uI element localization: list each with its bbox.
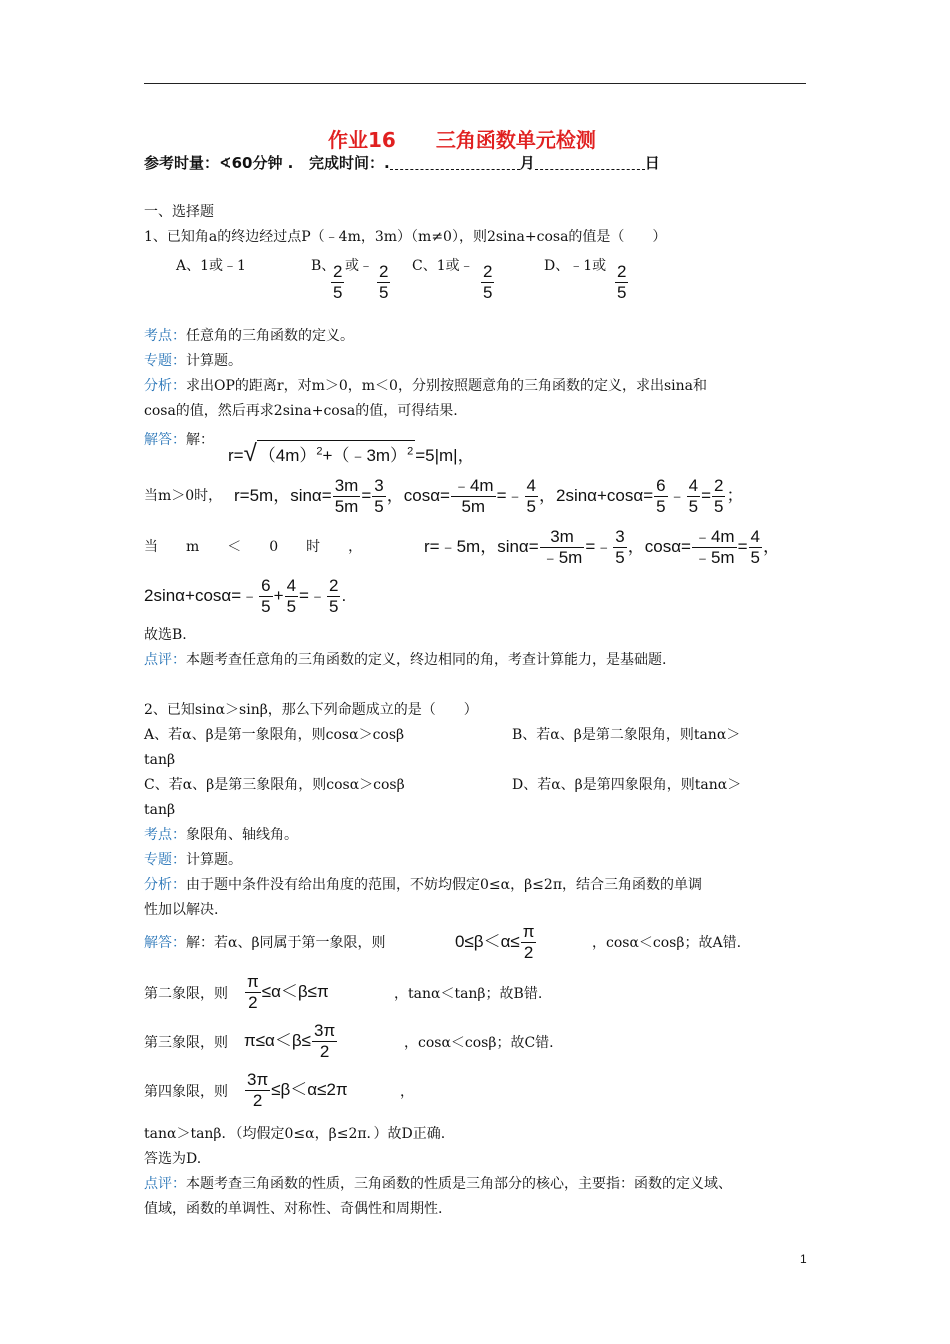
q1-case2-formula: r=﹣5m，sinα= $\frac{3m}{﹣5m}$ =﹣ $\frac{3}{5}$ ，cosα= $\frac{﹣4m}{﹣5m}$ = $\frac{4}{5}$ ， [424,527,780,567]
q1-zhuanti: 专题：计算题。 [144,353,242,369]
q2-option-b: B、若α、β是第二象限角，则tanα＞ [512,727,741,743]
page-title: 作业16 三角函数单元检测 [328,128,596,152]
page-number: 1 [800,1252,807,1266]
q1-option-a: A、1或﹣1 [176,258,246,274]
q2-option-d-cont: tanβ [144,802,176,818]
q1-case2-result: 2sinα+cosα=﹣ $\frac{6}{5}$ + $\frac{4}{5}$ =﹣ $\frac{2}{5}$ . [144,576,347,616]
q1-case1-formula: r=5m，sinα= $\frac{3m}{5m}$ = $\frac{3}{5}$ ，cosα= $\frac{﹣4m}{5m}$ =﹣ $\frac{4}{5}$ ，2sinα+cosα= $\frac{6}{5}$ ﹣ $\frac{4}{5}$ = $\frac{2}{5}$ ； [234,476,744,516]
q2-stem: 2、已知sinα＞sinβ，那么下列命题成立的是（ ） [144,702,478,718]
q2-j4-formula: $\frac{3\pi}{2}$ ≤β＜α≤2π [247,1070,348,1110]
q2-jieda-formula1: 0≤β＜α≤ $\frac{\pi}{2}$ [455,922,535,962]
header-rule [144,83,806,84]
q1-option-c-frac: $\frac{2}{5}$ [483,262,493,302]
q2-j3-head: 第三象限，则 [144,1035,228,1051]
q1-option-d-frac: $\frac{2}{5}$ [617,262,627,302]
blank-day [535,155,645,170]
q2-j2-formula: $\frac{\pi}{2}$ ≤α＜β≤π [247,972,329,1012]
q1-option-c: C、1或﹣ [412,258,474,274]
q2-j2-tail: ，tanα＜tanβ；故B错. [394,986,543,1002]
q1-jieda: 解答：解： [144,432,214,448]
q2-jieda: 解答：解：若α、β同属于第一象限，则 [144,935,386,951]
q1-dianping: 点评：本题考查任意角的三角函数的定义，终边相同的角，考查计算能力，是基础题. [144,652,667,668]
q2-j2-head: 第二象限，则 [144,986,228,1002]
q2-kaodian: 考点：象限角、轴线角。 [144,827,298,843]
q2-j3-formula: π≤α＜β≤ $\frac{3\pi}{2}$ [244,1021,336,1061]
q1-case1: 当m＞0时， [144,488,223,504]
q2-option-b-cont: tanβ [144,752,176,768]
q2-jieda-tail1: ，cosα＜cosβ；故A错. [592,935,742,951]
q1-conclusion: 故选B. [144,627,187,643]
q1-formula-r: r=√ $(4m)^2+(﹣3m)^2 =5|m|$， [228,440,475,467]
q2-option-a: A、若α、β是第一象限角，则cosα＞cosβ [144,727,405,743]
q1-option-b-frac2: $\frac{2}{5}$ [379,262,389,302]
q2-answer: 答选为D. [144,1151,202,1167]
q2-dianping: 点评：本题考查三角函数的性质，三角函数的性质是三角部分的核心，主要指：函数的定义域、 [144,1176,732,1192]
q2-dianping-cont: 值域，函数的单调性、对称性、奇偶性和周期性. [144,1201,443,1217]
q2-zhuanti: 专题：计算题。 [144,852,242,868]
q1-option-b-frac1: $\frac{2}{5}$ [333,262,343,302]
q1-option-b-mid: 或﹣ [345,258,373,274]
q2-fenxi: 分析：由于题中条件没有给出角度的范围，不妨均假定0≤α，β≤2π，结合三角函数的单调 [144,877,703,893]
q2-fenxi-cont: 性加以解决. [144,902,219,918]
q1-stem: 1、已知角a的终边经过点P（﹣4m，3m）（m≠0），则2sina+cosa的值是（ ） [144,229,667,245]
q2-option-d: D、若α、β是第四象限角，则tanα＞ [512,777,742,793]
q1-option-d: D、﹣1或 [544,258,607,274]
q2-j5: tanα＞tanβ．（均假定0≤α，β≤2π．）故D正确. [144,1126,446,1142]
q2-option-c: C、若α、β是第三象限角，则cosα＞cosβ [144,777,405,793]
q2-j4-tail: ， [400,1084,414,1100]
q1-option-b: B、 [311,258,336,274]
q1-fenxi-cont: cosa的值，然后再求2sina+cosa的值，可得结果. [144,403,458,419]
blank-month [390,155,520,170]
q1-fenxi: 分析：求出OP的距离r，对m＞0，m＜0，分别按照题意角的三角函数的定义，求出sina和 [144,378,707,394]
section-heading: 一、选择题 [144,204,214,220]
time-info: 参考时量：∢60分钟 . 完成时间：. 月 日 [144,154,660,172]
q1-kaodian: 考点：任意角的三角函数的定义。 [144,328,354,344]
q2-j3-tail: ，cosα＜cosβ；故C错. [404,1035,554,1051]
q2-j4-head: 第四象限，则 [144,1084,228,1100]
q1-case2: 当 m ＜ 0 时 ， [144,539,363,555]
